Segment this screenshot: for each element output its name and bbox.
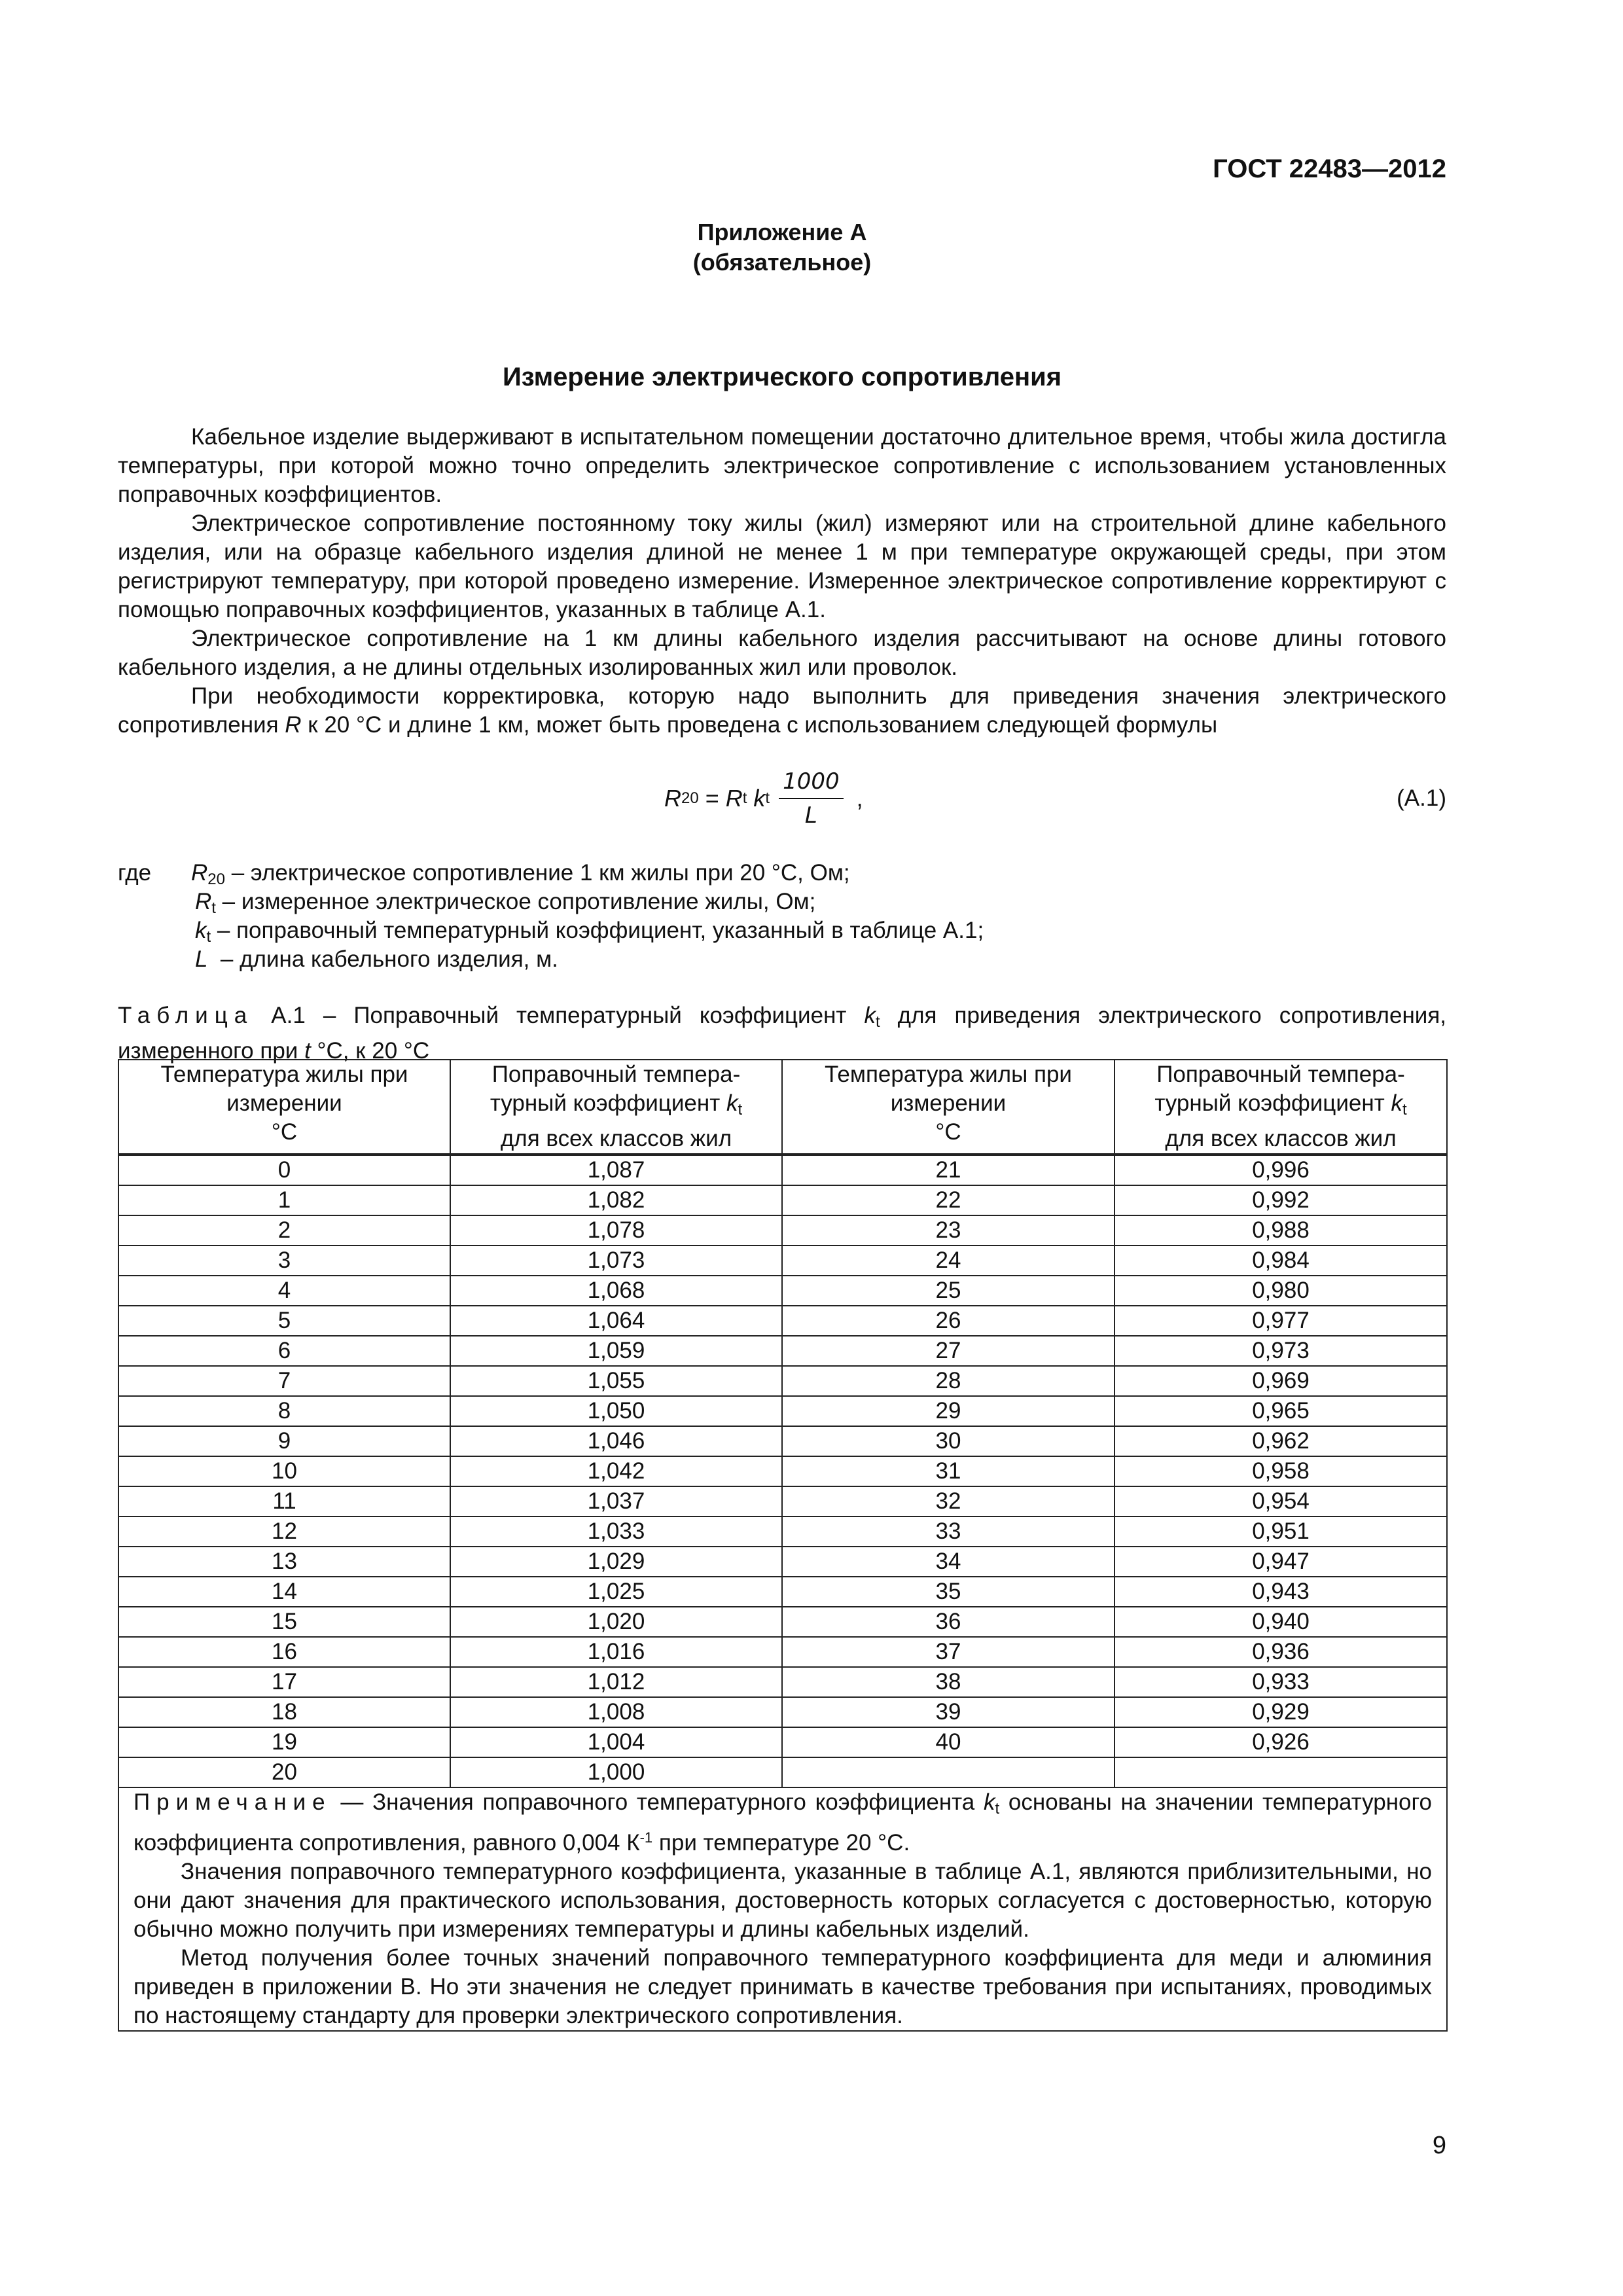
definition-symbol: L	[195, 946, 208, 972]
table-row	[118, 1336, 1447, 1366]
table-row	[118, 1456, 1447, 1486]
temperature-cell: 30	[782, 1426, 1115, 1456]
paragraph	[118, 682, 1446, 740]
temperature-cell: 31	[782, 1456, 1115, 1486]
note-paragraph	[134, 1788, 1432, 1857]
definition	[195, 945, 558, 974]
header-unit: °С	[271, 1119, 298, 1145]
temperature-cell: 24	[782, 1246, 1115, 1276]
temperature-cell: 34	[782, 1547, 1115, 1577]
coefficient-cell: 1,033	[450, 1516, 782, 1547]
table-row	[118, 1516, 1447, 1547]
temperature-cell: 10	[118, 1456, 450, 1486]
note-paragraph: Значения поправочного температурного коэффициента, указанные в таблице А.1, являются приблизительными, но они дают значения для практического использования, достоверность которых согласуется с достоверностью, которую обычно можно получить при измерениях температуры и длины кабельных изделий.	[134, 1859, 1432, 1942]
temperature-cell: 19	[118, 1727, 450, 1757]
body-text	[118, 423, 1446, 740]
caption-sub: t	[875, 1013, 880, 1031]
coefficient-cell: 1,073	[450, 1246, 782, 1276]
document-id: ГОСТ 22483—2012	[1213, 154, 1446, 183]
empty-temperature-cell	[782, 1757, 1115, 1787]
formula-r-sub: t	[742, 789, 747, 807]
table-row	[118, 1185, 1447, 1215]
coefficient-cell: 1,000	[450, 1757, 782, 1787]
definition-symbol: k	[195, 918, 207, 943]
coefficient-cell: 1,012	[450, 1667, 782, 1697]
header-line: измерении	[226, 1090, 342, 1116]
coefficient-cell: 1,020	[450, 1607, 782, 1637]
paragraph-text: к 20 °С и длине 1 км, может быть проведена с использованием следующей формулы	[301, 712, 1218, 738]
coefficient-cell: 0,973	[1115, 1336, 1447, 1366]
caption-t: t	[304, 1038, 311, 1064]
table-row	[118, 1607, 1447, 1637]
formula-number: (А.1)	[1397, 785, 1446, 811]
header-sub: t	[738, 1101, 743, 1119]
coefficient-table	[118, 1059, 1448, 2032]
temperature-cell: 32	[782, 1486, 1115, 1516]
temperature-cell: 40	[782, 1727, 1115, 1757]
header-line: Поправочный темпера-	[1156, 1062, 1405, 1087]
table-row	[118, 1276, 1447, 1306]
header-line: измерении	[890, 1090, 1007, 1116]
coefficient-cell: 1,016	[450, 1637, 782, 1667]
definition-row	[118, 916, 1446, 945]
variable-definitions	[118, 859, 1446, 974]
coefficient-cell: 1,050	[450, 1396, 782, 1426]
coefficient-cell: 0,958	[1115, 1456, 1447, 1486]
coefficient-cell: 0,943	[1115, 1577, 1447, 1607]
temperature-cell: 22	[782, 1185, 1115, 1215]
temperature-cell: 7	[118, 1366, 450, 1396]
table-row	[118, 1547, 1447, 1577]
table-row	[118, 1396, 1447, 1426]
coefficient-cell: 0,929	[1115, 1697, 1447, 1727]
coefficient-cell: 0,988	[1115, 1215, 1447, 1246]
coefficient-cell: 1,037	[450, 1486, 782, 1516]
table-row	[118, 1306, 1447, 1336]
coefficient-cell: 1,055	[450, 1366, 782, 1396]
header-coefficient	[1115, 1060, 1447, 1155]
section-title: Измерение электрического сопротивления	[502, 363, 1062, 391]
temperature-cell: 28	[782, 1366, 1115, 1396]
definition-row	[118, 888, 1446, 916]
coefficient-cell: 1,008	[450, 1697, 782, 1727]
temperature-cell: 12	[118, 1516, 450, 1547]
formula-k-sub: t	[765, 789, 770, 807]
caption-text: А.1 – Поправочный температурный коэффициент	[253, 1003, 865, 1028]
temperature-cell: 8	[118, 1396, 450, 1426]
formula-lhs-sub: 20	[681, 789, 699, 807]
formula-r: R	[725, 785, 743, 812]
table-row	[118, 1486, 1447, 1516]
header-line: Температура жилы при	[160, 1062, 408, 1087]
formula-denominator: L	[804, 802, 817, 829]
temperature-cell: 13	[118, 1547, 450, 1577]
table-row	[118, 1637, 1447, 1667]
caption-text: °С, к 20 °С	[310, 1038, 430, 1064]
table-row	[118, 1246, 1447, 1276]
temperature-cell: 23	[782, 1215, 1115, 1246]
coefficient-cell: 0,962	[1115, 1426, 1447, 1456]
temperature-cell: 4	[118, 1276, 450, 1306]
note-text: основаны на значении температурного коэффициента сопротивления, равного 0,004 К	[134, 1789, 1432, 1856]
header-line: Поправочный темпера-	[491, 1062, 741, 1087]
coefficient-cell: 0,947	[1115, 1547, 1447, 1577]
coefficient-cell: 1,025	[450, 1577, 782, 1607]
temperature-cell: 5	[118, 1306, 450, 1336]
table-row	[118, 1366, 1447, 1396]
definition-symbol: R	[191, 860, 208, 886]
header-coefficient	[450, 1060, 782, 1155]
coefficient-cell: 1,042	[450, 1456, 782, 1486]
temperature-cell: 38	[782, 1667, 1115, 1697]
empty-coefficient-cell	[1115, 1757, 1447, 1787]
temperature-cell: 25	[782, 1276, 1115, 1306]
paragraph: Электрическое сопротивление на 1 км длины кабельного изделия рассчитывают на основе длины готового кабельного изделия, а не длины отдельных изолированных жил или проволок.	[118, 626, 1446, 680]
temperature-cell: 1	[118, 1185, 450, 1215]
temperature-cell: 17	[118, 1667, 450, 1697]
temperature-cell: 3	[118, 1246, 450, 1276]
coefficient-cell: 1,059	[450, 1336, 782, 1366]
formula-lhs: R	[664, 785, 681, 812]
coefficient-cell: 0,926	[1115, 1727, 1447, 1757]
header-temperature	[118, 1060, 450, 1155]
header-line: для всех классов жил	[1165, 1126, 1397, 1151]
temperature-cell: 20	[118, 1757, 450, 1787]
definition-text: – измеренное электрическое сопротивление жилы, Ом;	[215, 889, 816, 914]
temperature-cell: 21	[782, 1155, 1115, 1185]
coefficient-cell: 1,087	[450, 1155, 782, 1185]
temperature-cell: 36	[782, 1607, 1115, 1637]
coefficient-cell: 1,029	[450, 1547, 782, 1577]
coefficient-cell: 0,969	[1115, 1366, 1447, 1396]
temperature-cell: 16	[118, 1637, 450, 1667]
header-line	[454, 1089, 779, 1124]
document-page	[118, 0, 1446, 2296]
coefficient-cell: 1,064	[450, 1306, 782, 1336]
header-temperature	[782, 1060, 1115, 1155]
coefficient-cell: 0,984	[1115, 1246, 1447, 1276]
coefficient-cell: 1,046	[450, 1426, 782, 1456]
table-note-row	[118, 1787, 1447, 2031]
temperature-cell: 29	[782, 1396, 1115, 1426]
note-sub: t	[995, 1800, 1000, 1818]
header-line: для всех классов жил	[500, 1126, 732, 1151]
coefficient-cell: 0,951	[1115, 1516, 1447, 1547]
temperature-cell: 9	[118, 1426, 450, 1456]
coefficient-cell: 0,992	[1115, 1185, 1447, 1215]
where-label: где	[118, 860, 152, 886]
caption-label: Таблица	[118, 1003, 254, 1028]
formula-row	[118, 759, 1446, 838]
table-row	[118, 1577, 1447, 1607]
table-row	[118, 1757, 1447, 1787]
note-paragraph: Метод получения более точных значений поправочного температурного коэффициента для меди и алюминия приведен в приложении В. Но эти значения не следует принимать в качестве требования при испытаниях, проводимых по настоящему стандарту для проверки электрического сопротивления.	[134, 1945, 1432, 2028]
formula-numerator: 1000	[779, 766, 844, 799]
definition-row	[118, 859, 1446, 888]
temperature-cell: 0	[118, 1155, 450, 1185]
temperature-cell: 37	[782, 1637, 1115, 1667]
table-header-row	[118, 1060, 1447, 1155]
formula-fraction	[779, 766, 844, 831]
table-caption	[118, 1001, 1446, 1066]
table-row	[118, 1215, 1447, 1246]
header-sub: t	[1402, 1101, 1407, 1119]
temperature-cell: 2	[118, 1215, 450, 1246]
appendix-heading	[118, 217, 1446, 278]
note-text: — Значения поправочного температурного коэффициента	[331, 1789, 984, 1815]
note-text: при температуре 20 °С.	[652, 1830, 910, 1856]
table-row	[118, 1697, 1447, 1727]
caption-text: для приведения электрического сопротивления, измеренного при	[118, 1003, 1446, 1064]
header-line	[1118, 1089, 1444, 1124]
table-row	[118, 1727, 1447, 1757]
definition-text: – длина кабельного изделия, м.	[207, 946, 558, 972]
paragraph: Кабельное изделие выдерживают в испытательном помещении достаточно длительное время, чтобы жила достигла температуры, при которой можно точно определить электрическое сопротивление с использованием установленных поправочных коэффициентов.	[118, 424, 1446, 507]
formula-tail: ,	[849, 785, 863, 812]
definition-text: – поправочный температурный коэффициент, указанный в таблице А.1;	[211, 918, 984, 943]
formula-eq: =	[698, 785, 726, 812]
coefficient-cell: 0,933	[1115, 1667, 1447, 1697]
coefficient-cell: 1,068	[450, 1276, 782, 1306]
resistance-symbol: R	[285, 712, 302, 738]
appendix-status: (обязательное)	[692, 249, 872, 276]
table-row	[118, 1155, 1447, 1185]
temperature-cell: 14	[118, 1577, 450, 1607]
definition-sub: 20	[207, 870, 225, 888]
coefficient-cell: 1,078	[450, 1215, 782, 1246]
formula-k: k	[753, 785, 766, 812]
temperature-cell: 18	[118, 1697, 450, 1727]
temperature-cell: 11	[118, 1486, 450, 1516]
table-row	[118, 1667, 1447, 1697]
temperature-cell: 26	[782, 1306, 1115, 1336]
temperature-cell: 33	[782, 1516, 1115, 1547]
definition-text: – электрическое сопротивление 1 км жилы при 20 °С, Ом;	[224, 860, 850, 886]
header-text: турный коэффициент	[490, 1090, 726, 1116]
table-row	[118, 1426, 1447, 1456]
temperature-cell: 35	[782, 1577, 1115, 1607]
definition-sub: t	[211, 899, 216, 917]
coefficient-cell: 1,082	[450, 1185, 782, 1215]
temperature-cell: 39	[782, 1697, 1115, 1727]
caption-symbol: k	[864, 1003, 876, 1028]
formula	[664, 759, 863, 838]
header-line: Температура жилы при	[825, 1062, 1072, 1087]
table-body	[118, 1155, 1447, 2031]
paragraph: Электрическое сопротивление постоянному току жилы (жил) измеряют или на строительной длине кабельного изделия, или на образце кабельного изделия длиной не менее 1 м при температуре окружающей среды, при этом регистрируют температуру, при которой проведено измерение. Измеренное электрическое сопротивление корректируют с помощью поправочных коэффициентов, указанных в таблице А.1.	[118, 511, 1446, 622]
definition-sub: t	[206, 928, 211, 946]
note-sup: -1	[639, 1829, 653, 1846]
paragraph-text: При необходимости корректировка, которую надо выполнить для приведения значения электрического сопротивления	[118, 683, 1446, 738]
page-number: 9	[1432, 2132, 1446, 2159]
table-note	[118, 1787, 1447, 2031]
header-unit: °С	[935, 1119, 961, 1145]
note-symbol: k	[984, 1789, 995, 1815]
coefficient-cell: 0,954	[1115, 1486, 1447, 1516]
definition-symbol: R	[195, 889, 212, 914]
coefficient-cell: 0,977	[1115, 1306, 1447, 1336]
temperature-cell: 27	[782, 1336, 1115, 1366]
appendix-title: Приложение А	[697, 219, 867, 245]
header-symbol: k	[726, 1090, 738, 1116]
header-text: турный коэффициент	[1154, 1090, 1391, 1116]
coefficient-cell: 0,940	[1115, 1607, 1447, 1637]
temperature-cell: 15	[118, 1607, 450, 1637]
coefficient-cell: 0,936	[1115, 1637, 1447, 1667]
definition-row	[118, 945, 1446, 974]
note-label: Примечание	[134, 1789, 332, 1815]
coefficient-cell: 0,980	[1115, 1276, 1447, 1306]
coefficient-cell: 1,004	[450, 1727, 782, 1757]
header-symbol: k	[1391, 1090, 1402, 1116]
coefficient-cell: 0,965	[1115, 1396, 1447, 1426]
coefficient-cell: 0,996	[1115, 1155, 1447, 1185]
temperature-cell: 6	[118, 1336, 450, 1366]
